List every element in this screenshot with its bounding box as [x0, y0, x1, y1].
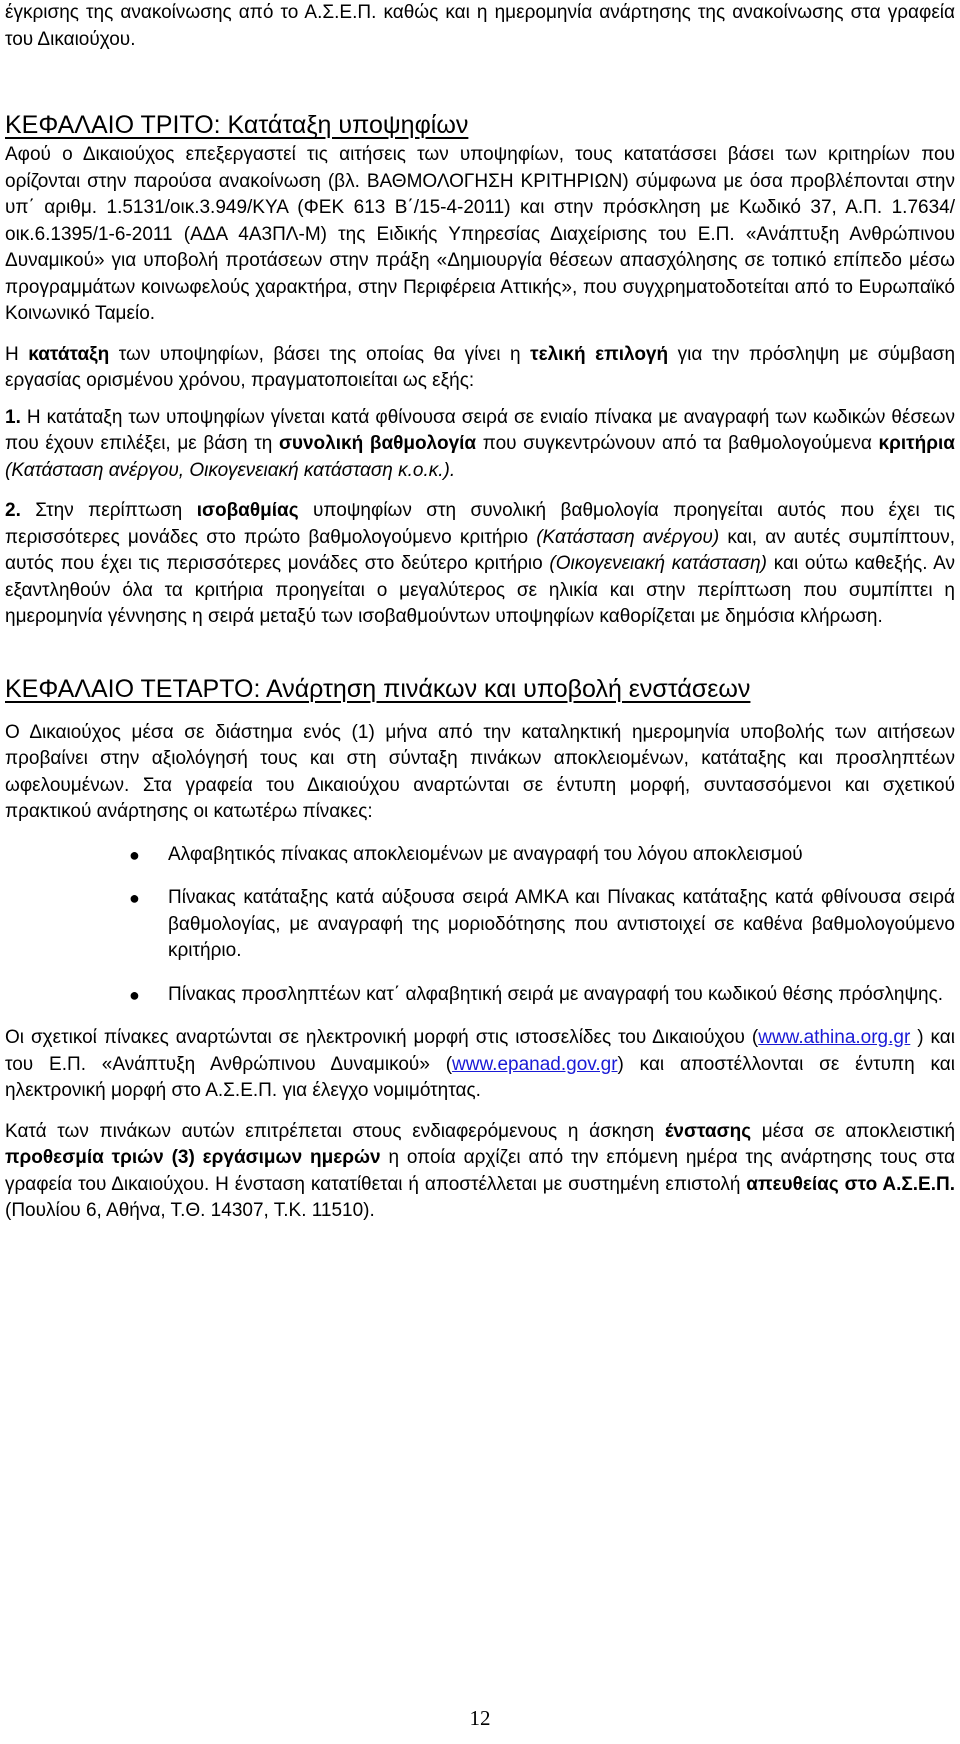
text-run: και, αν αυτές συμπίπτουν, αυτός που έχει τις περισσότερες μονάδες στο δεύτερο κριτήριο	[5, 526, 955, 574]
text-run: η οποία αρχίζει από την επόμενη ημέρα της ανάρτησης τους στα γραφεία του Δικαιούχου. Η ένσταση κατατίθεται ή αποστέλλεται με συστημένη επιστολή	[5, 1147, 956, 1195]
athina-website-link[interactable]: www.athina.org.gr	[758, 1027, 911, 1048]
list-item	[5, 982, 955, 1009]
list-item-text: Πίνακας προσληπτέων κατ΄ αλφαβητική σειρά με αναγραφή του κωδικού θέσης πρόσληψης.	[168, 983, 944, 1005]
ranking-rule-2	[5, 498, 955, 631]
italic-text: (Κατάσταση ανέργου, Οικογενειακή κατάσταση κ.ο.κ.).	[5, 459, 456, 481]
chapter-3-heading: ΚΕΦΑΛΑΙΟ ΤΡΙΤΟ: Κατάταξη υποψηφίων	[5, 111, 469, 139]
bullet-icon: ●	[129, 984, 140, 1005]
page-number: 12	[469, 1706, 491, 1730]
chapter-4-paragraph-2	[5, 1025, 955, 1105]
chapter-4-paragraph-3	[5, 1119, 955, 1225]
document-page	[5, 0, 955, 1225]
bold-text: απευθείας στο Α.Σ.Ε.Π.	[746, 1173, 955, 1195]
chapter-3-paragraph-1: Αφού ο Δικαιούχος επεξεργαστεί τις αιτήσεις των υποψηφίων, τους κατατάσσει βάσει των κριτηρίων που ορίζονται στην παρούσα ανακοίνωση (βλ. ΒΑΘΜΟΛΟΓΗΣΗ ΚΡΙΤΗΡΙΩΝ) σύμφωνα με όσα προβλέπονται στην υπ΄ αριθμ. 1.5131/οικ.3.949/ΚΥΑ (ΦΕΚ 613 Β΄/15-4-2011) και στην πρόσκληση με Κωδικό 37, Α.Π. 1.7634/οικ.6.1395/1-6-2011 (ΑΔΑ 4Α3ΠΛ-Μ) της Ειδικής Υπηρεσίας Διαχείρισης του Ε.Π. «Ανάπτυξη Ανθρώπινου Δυναμικού» για υποβολή προτάσεων στην πράξη «Δημιουργία θέσεων απασχόλησης σε τοπικό επίπεδο μέσω προγραμμάτων κοινωφελούς χαρακτήρα, στην Περιφέρεια Αττικής», που συγχρηματοδοτείται από το Ευρωπαϊκό Κοινωνικό Ταμείο.	[5, 144, 955, 324]
list-item-text: Αλφαβητικός πίνακας αποκλειομένων με αναγραφή του λόγου αποκλεισμού	[168, 843, 803, 865]
bullet-icon: ●	[129, 888, 140, 908]
chapter-4-heading: ΚΕΦΑΛΑΙΟ ΤΕΤΑΡΤΟ: Ανάρτηση πινάκων και υποβολή ενστάσεων	[5, 674, 751, 703]
bold-text: τελική επιλογή	[530, 343, 669, 365]
bold-text: κατάταξη	[28, 343, 110, 365]
bold-text: κριτήρια	[878, 433, 955, 454]
text-run: Η	[5, 343, 29, 365]
text-run: ) και αποστέλλονται σε έντυπη και ηλεκτρονική μορφή στο Α.Σ.Ε.Π. για έλεγχο νομιμότητας.	[5, 1053, 955, 1101]
tables-list	[5, 842, 955, 1009]
list-item	[5, 885, 955, 965]
rule-number: 2.	[5, 500, 21, 521]
text-run: μέσα σε αποκλειστική	[751, 1120, 956, 1142]
list-item	[5, 842, 955, 869]
chapter-4-paragraph-1: Ο Δικαιούχος μέσα σε διάστημα ενός (1) μήνα από την καταληκτική ημερομηνία υποβολής των αιτήσεων προβαίνει στην αξιολόγησή τους και στη σύνταξη πινάκων αποκλειομένων, κατάταξης και προσληπτέων ωφελουμένων. Στα γραφεία του Δικαιούχου αναρτώνται σε έντυπη μορφή, συντασσόμενοι και σχετικού πρακτικού ανάρτησης οι κατωτέρω πίνακες:	[5, 721, 955, 822]
rule-number: 1.	[5, 406, 21, 428]
bullet-icon: ●	[129, 844, 140, 865]
intro-paragraph: έγκρισης της ανακοίνωσης από το Α.Σ.Ε.Π. καθώς και η ημερομηνία ανάρτησης της ανακοίνωσης στα γραφεία του Δικαιούχου.	[5, 2, 955, 50]
chapter-3-paragraph-2	[5, 342, 955, 395]
text-run: Κατά των πινάκων αυτών επιτρέπεται στους ενδιαφερόμενους η άσκηση	[5, 1120, 665, 1142]
text-run: Οι σχετικοί πίνακες αναρτώνται σε ηλεκτρονική μορφή στις ιστοσελίδες του Δικαιούχου (	[5, 1027, 759, 1048]
text-run: Η κατάταξη των υποψηφίων γίνεται κατά φθίνουσα σειρά σε ενιαίο πίνακα με αναγραφή των κωδικών θέσεων που έχουν επιλέξει, με βάση τη	[5, 406, 955, 454]
bold-text: συνολική βαθμολογία	[278, 433, 477, 454]
text-run: και ούτω καθεξής. Αν εξαντληθούν όλα τα κριτήρια προηγείται ο μεγαλύτερος σε ηλικία και στην περίπτωση που συμπίπτει η ημερομηνία γέννησης η σειρά μεταξύ των ισοβαθμούντων υποψηφίων καθορίζεται με δημόσια κλήρωση.	[5, 553, 955, 627]
text-run: Στην περίπτωση	[20, 500, 197, 521]
text-run: των υποψηφίων, βάσει της οποίας θα γίνει η	[109, 343, 531, 365]
text-run: (Πουλίου 6, Αθήνα, Τ.Θ. 14307, Τ.Κ. 11510).	[5, 1200, 375, 1221]
italic-text: (Οικογενειακή κατάσταση)	[549, 553, 768, 574]
italic-text: (Κατάσταση ανέργου)	[536, 526, 720, 548]
text-run: υποψηφίων στη συνολική βαθμολογία προηγείται αυτός που έχει τις περισσότερες μονάδες στο πρώτο βαθμολογούμενο κριτήριο	[5, 500, 955, 548]
bold-text: προθεσμία τριών (3) εργάσιμων ημερών	[5, 1147, 381, 1168]
text-run: που συγκεντρώνουν από τα βαθμολογούμενα	[476, 433, 879, 454]
ranking-rule-1	[5, 405, 955, 485]
epanad-website-link[interactable]: www.epanad.gov.gr	[452, 1053, 618, 1075]
bold-text: ισοβαθμίας	[196, 500, 299, 521]
bold-text: ένστασης	[664, 1120, 752, 1142]
text-run: ) και του Ε.Π. «Ανάπτυξη Ανθρώπινου Δυναμικού» (	[5, 1027, 956, 1075]
list-item-text: Πίνακας κατάταξης κατά αύξουσα σειρά ΑΜΚΑ και Πίνακας κατάταξης κατά φθίνουσα σειρά βαθμολογίας, με αναγραφή της μοριοδότησης που αντιστοιχεί σε καθένα βαθμολογούμενο κριτήριο.	[168, 887, 955, 961]
text-run: για την πρόσληψη με σύμβαση εργασίας ορισμένου χρόνου, πραγματοποιείται ως εξής:	[5, 343, 956, 391]
